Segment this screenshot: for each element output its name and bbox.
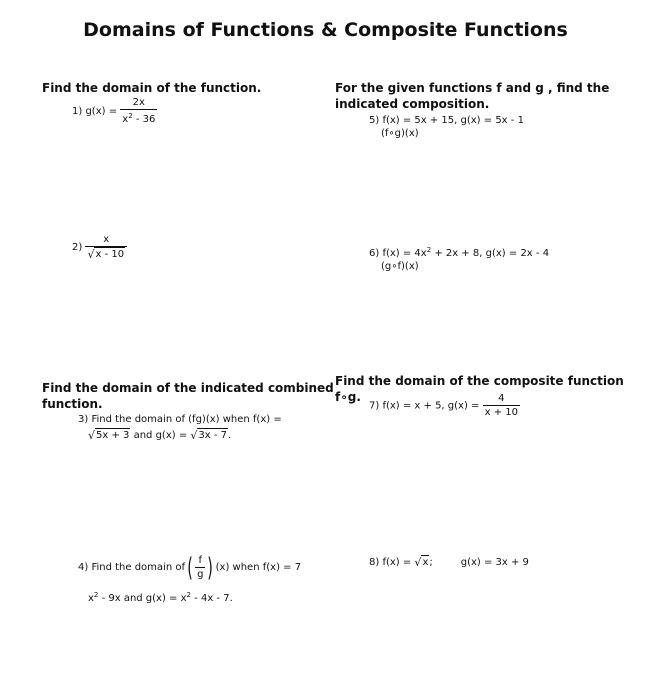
- section-2-header: For the given functions f and g , find the indicated composition.: [335, 81, 610, 111]
- problem-2-denominator: √x - 10: [85, 246, 127, 261]
- problem-3: [78, 413, 282, 442]
- section-3-header: Find the domain of the indicated combined function.: [42, 381, 334, 411]
- section-4-header: Find the domain of the composite function f∘g.: [335, 374, 624, 404]
- problem-6: [369, 244, 549, 273]
- right-paren-icon: ): [207, 552, 214, 583]
- problem-4: [78, 554, 301, 605]
- problem-8: 8) f(x) = √x; g(x) = 3x + 9: [369, 556, 529, 569]
- problem-4-fraction: $\frac{f}{g}$: [197, 555, 204, 580]
- problem-5-line2: (f∘g)(x): [381, 128, 419, 139]
- problem-2-fraction: [85, 233, 127, 261]
- problem-3-line1: 3) Find the domain of (fg)(x) when f(x) =: [78, 414, 282, 425]
- sqrt-icon: √: [414, 556, 422, 569]
- section-1-header: Find the domain of the function.: [42, 81, 262, 95]
- sqrt-icon: √: [87, 248, 95, 261]
- left-paren-icon: (: [187, 552, 193, 583]
- sqrt-icon: √: [190, 429, 198, 442]
- problem-7: [369, 392, 520, 419]
- problem-1: [72, 96, 157, 126]
- problem-6-line1: 6) $f(x) = 4x^2 + 2x + 8$, g(x) = 2x - 4: [369, 246, 550, 259]
- problem-2: [72, 233, 127, 261]
- problem-2-label: 2): [72, 242, 83, 253]
- problem-1-label: 1) g(x) =: [72, 106, 118, 117]
- problem-3-line2: √5x + 3 and g(x) = √3x - 7.: [88, 429, 232, 442]
- problem-1-fraction: [120, 96, 157, 126]
- sqrt-icon: √: [88, 429, 96, 442]
- page-title: Domains of Functions & Composite Functions: [83, 19, 568, 41]
- problem-5-line1: 5) f(x) = 5x + 15, g(x) = 5x - 1: [369, 115, 524, 126]
- problem-1-denominator: $x^2 - 36$: [120, 109, 157, 126]
- problem-5: [369, 114, 524, 140]
- problem-4-line1: 4) Find the domain of ( $\frac{f}{g}$ ) (x) when f(x) = 7: [78, 552, 302, 583]
- problem-7-fraction: $\frac{4}{x + 10}$: [484, 393, 518, 418]
- problem-1-numerator: 2x: [132, 97, 145, 108]
- problem-4-line2: $x^2 - 9x$ and $g(x) = x^2 - 4x - 7$.: [88, 591, 233, 604]
- problem-6-line2: (g∘f)(x): [381, 261, 419, 272]
- problem-2-numerator: x: [103, 234, 110, 245]
- problem-7-text: 7) f(x) = x + 5, g(x) =: [369, 400, 480, 412]
